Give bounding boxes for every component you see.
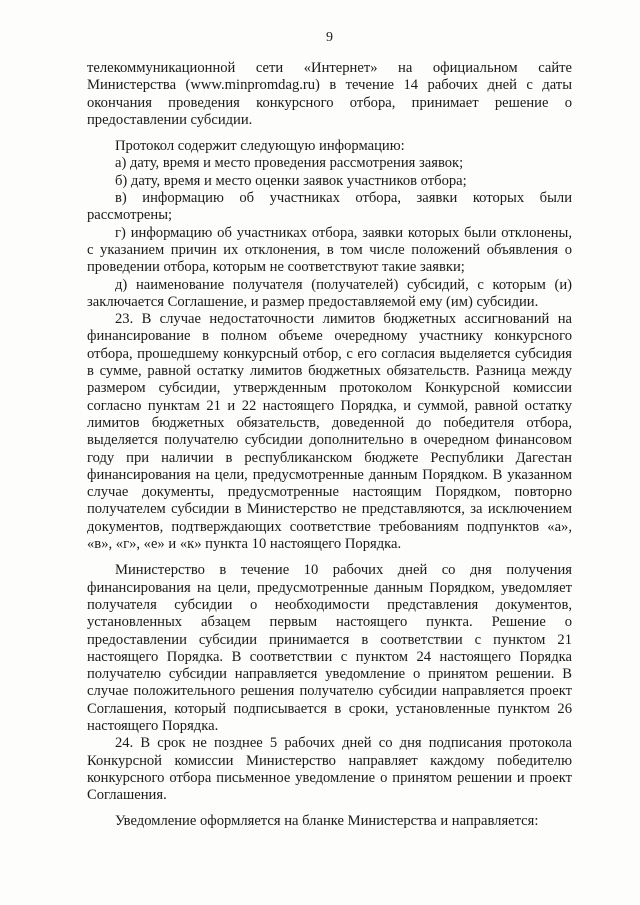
list-item-b: б) дату, время и место оценки заявок участников отбора; [115,172,467,189]
paragraph-notification: Уведомление оформляется на бланке Министерства и направляется: [115,813,539,830]
paragraph-ministry-notice: Министерство в течение 10 рабочих дней со дня получения финансирования на цели, предусмотренные данным Порядком, уведомляет получателя субсидии о необходимости представления документов, установленных абзацем первым настоящего пункта. Решение о предоставлении субсидии принимается в соответствии с пунктом 21 настоящего Порядка. В соответствии с пунктом 24 настоящего Порядка получателю субсидии направляется уведомление о принятом решении. В случае положительного решения получателю субсидии направляется проект Соглашения, который подписывается в сроки, установленные пунктом 26 настоящего Порядка. [87,562,572,734]
paragraph-continuation: телекоммуникационной сети «Интернет» на официальном сайте Министерства (www.minpromdag.ru) в течение 14 рабочих дней с даты окончания проведения конкурсного отбора, принимает решение о предоставлении субсидии. [87,60,572,128]
document-body [87,60,572,831]
list-item-v: в) информацию об участниках отбора, заявки которых были рассмотрены; [87,190,572,224]
list-item-d: д) наименование получателя (получателей) субсидий, с которым (и) заключается Соглашение, и размер предоставляемой ему (им) субсидии. [87,276,572,310]
paragraph-protocol-intro: Протокол содержит следующую информацию: [115,138,405,155]
paragraph-clause-23: 23. В случае недостаточности лимитов бюджетных ассигнований на финансирование в полном объеме очередному участнику конкурсного отбора, прошедшему конкурсный отбор, с его согласия выделяется субсидия в сумме, равной остатку лимитов бюджетных обязательств. Разница между размером субсидии, утвержденным протоколом Конкурсной комиссии согласно пунктам 21 и 22 настоящего Порядка, и суммой, равной остатку лимитов бюджетных обязательств, доведенной до победителя отбора, выделяется получателю субсидии дополнительно в очередном финансовом году при наличии в республиканском бюджете Республики Дагестан финансирования на цели, предусмотренные данным Порядком. В указанном случае документы, предусмотренные настоящим Порядком, повторно получателем субсидии в Министерство не представляются, за исключением документов, подтверждающих соответствие требованиям подпунктов «а», «в», «г», «е» и «к» пункта 10 настоящего Порядка. [87,311,572,553]
list-item-a: а) дату, время и место проведения рассмотрения заявок; [115,155,464,172]
paragraph-clause-24: 24. В срок не позднее 5 рабочих дней со дня подписания протокола Конкурсной комиссии Министерство направляет каждому победителю конкурсного отбора письменное уведомление о принятом решении и проект Соглашения. [87,735,572,804]
list-item-g: г) информацию об участниках отбора, заявки которых были отклонены, с указанием причин их отклонения, в том числе положений объявления о проведении отбора, которым не соответствуют такие заявки; [87,224,572,276]
page-number: 9 [326,30,333,45]
